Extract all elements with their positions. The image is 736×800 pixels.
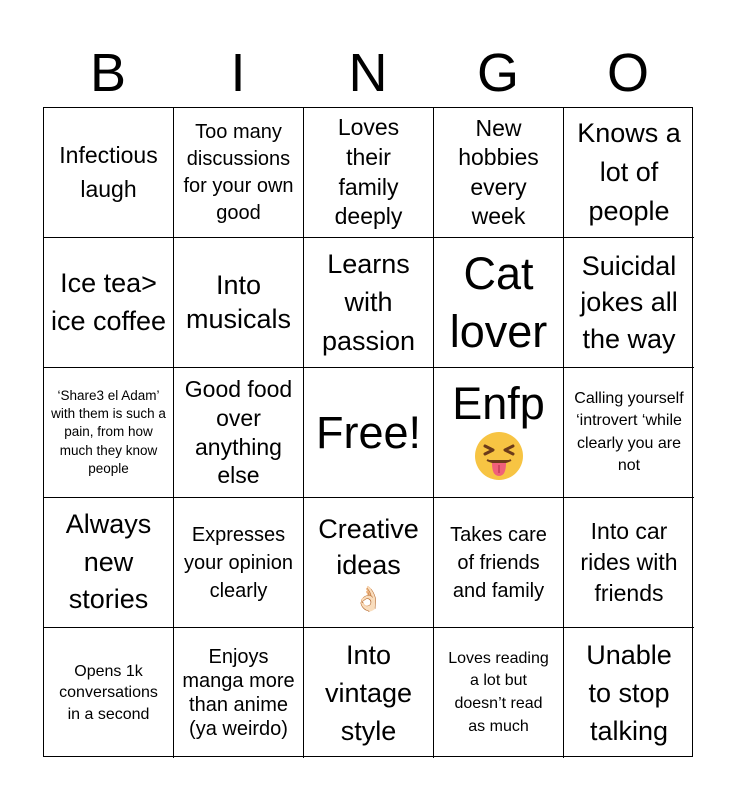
bingo-cell[interactable] [44,108,174,238]
bingo-cell[interactable] [174,368,304,498]
cell-text: New hobbies every week [458,114,539,229]
cell-text: Infectious laugh [59,142,158,202]
bingo-cell[interactable] [304,628,434,758]
bingo-cell[interactable] [434,368,564,498]
cell-text: Always new stories [65,508,152,615]
bingo-board [43,107,693,757]
bingo-cell-free[interactable] [304,368,434,498]
header-letter-o: O [606,43,649,103]
cell-text: Opens 1k conversations in a second [59,662,158,723]
bingo-cell[interactable] [44,368,174,498]
cell-text: ‘Share3 el Adam’ with them is such a pain, from how much they know people [51,387,166,476]
cell-text: Loves their family deeply [334,113,403,230]
cell-text: Knows a lot of people [577,117,681,227]
cell-text: Too many discussions for your own good [183,120,294,224]
bingo-cell[interactable] [564,628,694,758]
header-letter-b: B [89,43,127,103]
bingo-cell[interactable] [174,628,304,758]
bingo-cell[interactable] [434,628,564,758]
cell-text: Creative ideas [318,513,419,581]
cell-text: Ice tea> ice coffee [50,267,167,336]
bingo-cell[interactable] [304,238,434,368]
cell-text: Enjoys manga more than anime (ya weirdo) [182,646,295,740]
bingo-header [43,40,693,106]
cell-text: Learns with passion [321,249,416,356]
header-letter-g: G [476,43,519,103]
header-letter-i: I [230,43,246,103]
ok-hand-icon: 👌🏻 [353,585,384,613]
cell-text: Into car rides with friends [580,517,678,607]
cell-text: Into vintage style [324,639,413,747]
bingo-cell[interactable] [174,108,304,238]
bingo-cell[interactable] [174,238,304,368]
cell-text: Unable to stop talking [586,639,672,747]
bingo-cell[interactable] [304,108,434,238]
bingo-cell[interactable] [44,238,174,368]
bingo-cell[interactable] [564,498,694,628]
cell-text: Takes care of friends and family [450,523,547,602]
bingo-cell[interactable] [564,238,694,368]
cell-text: Calling yourself ‘introvert ‘while clearly you are not [574,389,684,474]
cell-text: Loves reading a lot but doesn’t read as much [448,649,549,735]
bingo-cell[interactable] [434,238,564,368]
bingo-cell[interactable] [174,498,304,628]
bingo-cell[interactable] [304,498,434,628]
header-letter-n: N [348,43,388,103]
cell-text: Enfp [452,377,545,429]
cell-text: Suicidal jokes all the way [580,250,678,354]
free-space-label: Free! [315,406,422,458]
bingo-cell[interactable] [44,628,174,758]
cell-text: Good food over anything else [184,376,293,489]
bingo-cell[interactable] [564,108,694,238]
bingo-cell[interactable] [434,108,564,238]
cell-text: Expresses your opinion clearly [184,523,293,602]
cell-text: Into musicals [185,269,292,334]
squinting-face-with-tongue-icon [473,430,525,482]
cell-text: Cat lover [449,247,548,357]
bingo-cell[interactable] [564,368,694,498]
bingo-cell[interactable] [434,498,564,628]
bingo-cell[interactable] [44,498,174,628]
